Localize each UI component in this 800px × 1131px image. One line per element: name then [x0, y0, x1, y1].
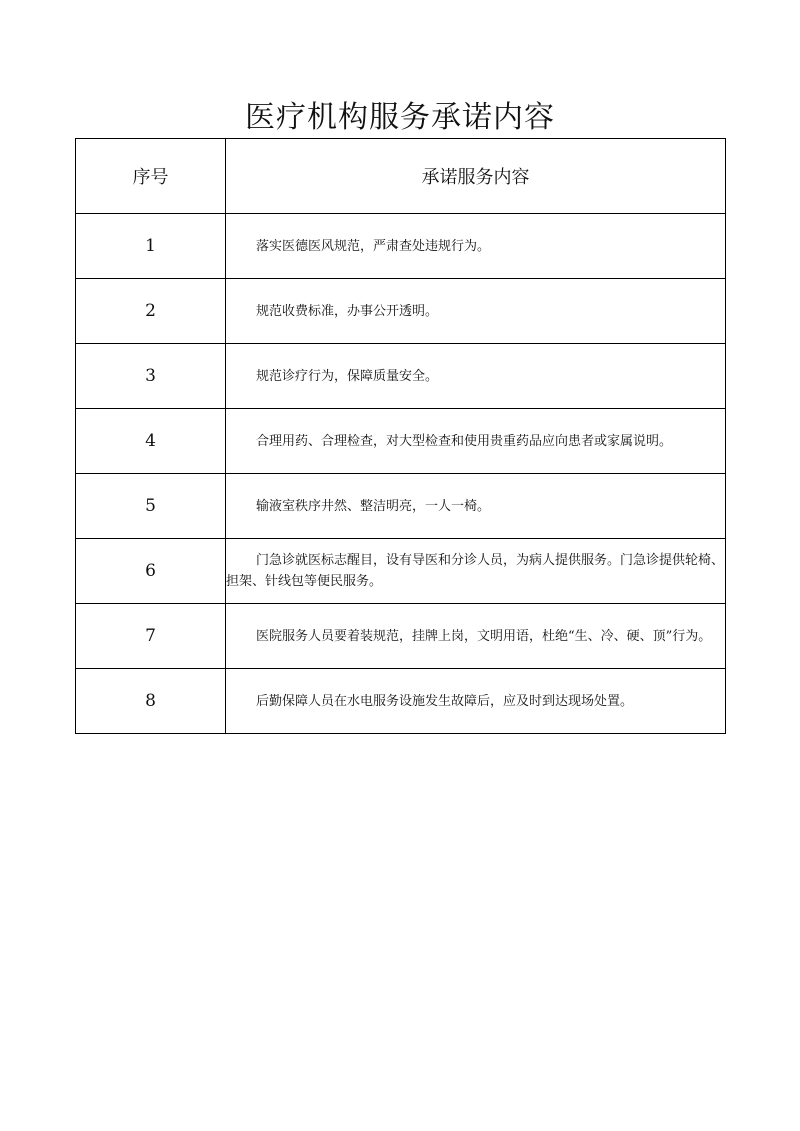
- header-number: 序号: [76, 139, 226, 214]
- row-content: 规范收费标准，办事公开透明。: [226, 279, 726, 344]
- row-content: 输液室秩序井然、整洁明亮，一人一椅。: [226, 474, 726, 539]
- table-row: [76, 409, 726, 474]
- table-row: [76, 214, 726, 279]
- row-content: 规范诊疗行为，保障质量安全。: [226, 344, 726, 409]
- page-title: 医疗机构服务承诺内容: [245, 100, 555, 135]
- table-row: [76, 474, 726, 539]
- row-number: 4: [76, 409, 226, 474]
- row-number: 7: [76, 604, 226, 669]
- row-number: 6: [76, 539, 226, 604]
- row-number: 1: [76, 214, 226, 279]
- row-content: 后勤保障人员在水电服务设施发生故障后，应及时到达现场处置。: [226, 669, 726, 734]
- row-content: 门急诊就医标志醒目，设有导医和分诊人员，为病人提供服务。门急诊提供轮椅、担架、针线包等便民服务。: [226, 539, 726, 604]
- row-number: 2: [76, 279, 226, 344]
- table-row: [76, 344, 726, 409]
- table-header-row: [76, 139, 726, 214]
- row-number: 5: [76, 474, 226, 539]
- header-content: 承诺服务内容: [226, 139, 726, 214]
- row-content: 合理用药、合理检查，对大型检查和使用贵重药品应向患者或家属说明。: [226, 409, 726, 474]
- row-content: 落实医德医风规范，严肃查处违规行为。: [226, 214, 726, 279]
- table-row: [76, 539, 726, 604]
- row-number: 8: [76, 669, 226, 734]
- row-number: 3: [76, 344, 226, 409]
- table-row: [76, 669, 726, 734]
- table-row: [76, 279, 726, 344]
- row-content: 医院服务人员要着装规范，挂牌上岗，文明用语，杜绝“生、冷、硬、顶”行为。: [226, 604, 726, 669]
- table-row: [76, 604, 726, 669]
- service-pledge-table: [75, 138, 726, 734]
